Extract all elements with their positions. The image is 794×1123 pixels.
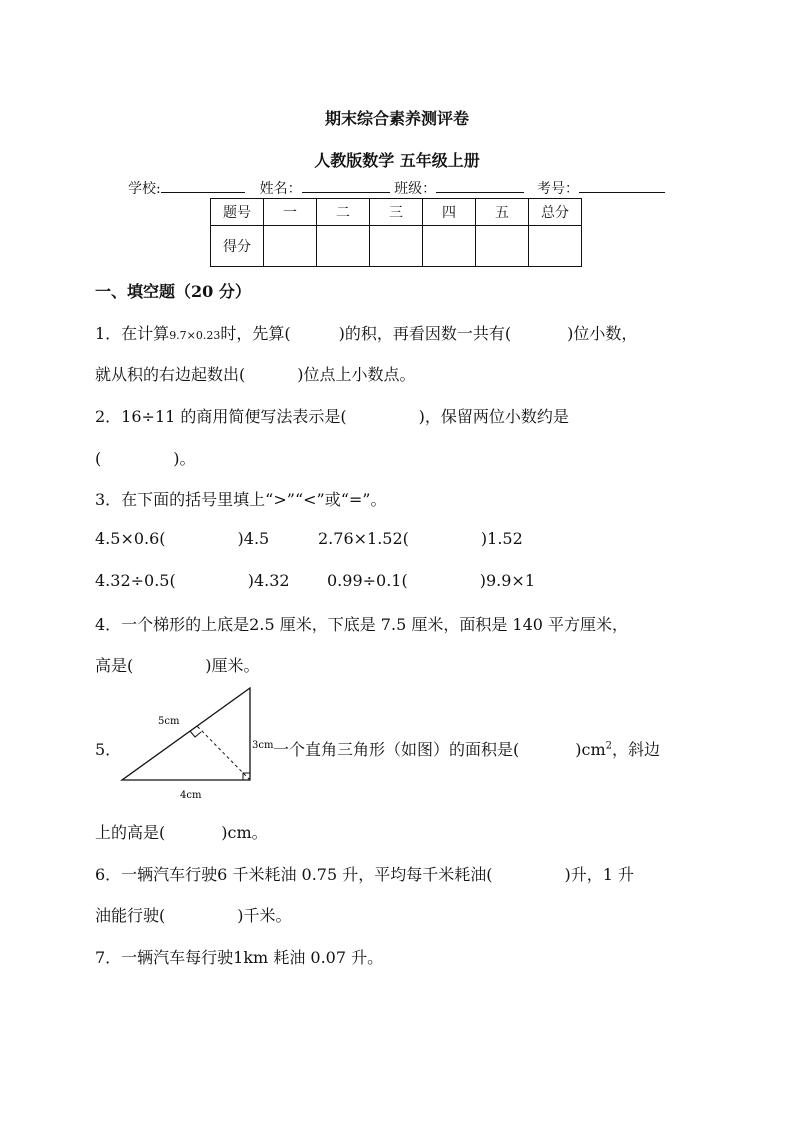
q1-expression: 9.7×0.23	[169, 329, 221, 342]
question-3: 3．在下面的括号里填上“>”“<”或“=”。	[95, 490, 387, 509]
base-label: 4cm	[180, 790, 202, 801]
q3-text: )9.9×1	[479, 571, 535, 590]
question-1-line-2	[95, 362, 416, 385]
score-table-cell: 三	[370, 199, 423, 226]
score-row-label: 得分	[211, 226, 264, 267]
score-table-cell: 总分	[529, 199, 582, 226]
q1-text: )的积，再看因数一共有(	[338, 324, 512, 343]
vertical-side-label: 3cm	[252, 740, 274, 751]
score-input-cell[interactable]	[529, 226, 582, 267]
score-input-cell[interactable]	[423, 226, 476, 267]
score-table-score-row	[211, 226, 582, 267]
score-table	[210, 198, 582, 267]
question-6-line-1	[95, 862, 634, 885]
q5-superscript: 2	[605, 740, 612, 752]
exam-subtitle: 人教版数学 五年级上册	[314, 151, 480, 170]
q1-text: )位点上小数点。	[297, 365, 416, 384]
right-triangle-figure	[118, 684, 278, 802]
question-3-row-1	[95, 529, 269, 548]
q1-text: 就从积的右边起数出(	[95, 365, 246, 384]
q3-text: 4.5×0.6(	[95, 529, 166, 548]
name-label: 姓名：	[259, 181, 302, 197]
score-input-cell[interactable]	[370, 226, 423, 267]
q3-text: )4.5	[237, 529, 270, 548]
exam-no-label: 考号：	[536, 181, 579, 197]
question-1-line-1	[95, 321, 637, 344]
question-5-number: 5．	[95, 740, 122, 759]
q1-text: 1．在计算	[95, 324, 170, 343]
question-3-row-2b	[327, 571, 535, 590]
score-input-cell[interactable]	[317, 226, 370, 267]
q5-text: )cm。	[221, 823, 268, 842]
question-5-line-1	[273, 737, 660, 760]
right-angle-mark	[190, 731, 201, 737]
school-field[interactable]	[161, 178, 245, 193]
score-input-cell[interactable]	[476, 226, 529, 267]
q6-text: 油能行驶(	[95, 906, 166, 925]
section-heading: 一、填空题（20 分）	[95, 282, 251, 301]
q5-text: ，斜边	[612, 740, 661, 759]
score-table-cell: 二	[317, 199, 370, 226]
q6-text: )千米。	[237, 906, 292, 925]
exam-no-field[interactable]	[579, 178, 665, 193]
q2-text: 2．16÷11 的商用简便写法表示是(	[95, 407, 347, 426]
score-table-cell: 五	[476, 199, 529, 226]
score-table-header-row	[211, 199, 582, 226]
q6-text: 6．一辆汽车行驶6 千米耗油 0.75 升，平均每千米耗油(	[95, 865, 493, 884]
exam-title: 期末综合素养测评卷	[324, 109, 469, 128]
score-table-cell: 一	[264, 199, 317, 226]
score-table-cell: 四	[423, 199, 476, 226]
triangle-shape	[122, 688, 250, 780]
name-field[interactable]	[302, 178, 390, 193]
question-3-row-2	[95, 571, 290, 590]
question-4-line-2	[95, 653, 260, 676]
score-input-cell[interactable]	[264, 226, 317, 267]
question-4-line-1: 4．一个梯形的上底是2.5 厘米，下底是 7.5 厘米，面积是 140 平方厘米，	[95, 615, 629, 634]
question-5-line-2	[95, 820, 268, 843]
q2-text: )，保留两位小数约是	[418, 407, 569, 426]
info-line	[128, 178, 665, 198]
hypotenuse-label: 5cm	[158, 716, 180, 727]
q5-text: 一个直角三角形（如图）的面积是(	[273, 740, 520, 759]
question-3-row-1b	[318, 529, 523, 548]
q4-text: 高是(	[95, 656, 134, 675]
question-2-line-1	[95, 404, 569, 427]
class-field[interactable]	[436, 178, 524, 193]
q5-text: )cm	[575, 740, 606, 759]
school-label: 学校:	[128, 181, 161, 197]
question-6-line-2	[95, 903, 292, 926]
height-dashed-line	[197, 726, 250, 780]
question-2-line-2	[95, 446, 196, 469]
q4-text: )厘米。	[205, 656, 260, 675]
q3-text: )1.52	[480, 529, 523, 548]
q3-text: 4.32÷0.5(	[95, 571, 176, 590]
q1-text: 时，先算(	[220, 324, 291, 343]
question-7: 7．一辆汽车每行驶1km 耗油 0.07 升。	[95, 948, 384, 967]
score-table-cell: 题号	[211, 199, 264, 226]
q6-text: )升，1 升	[564, 865, 635, 884]
q2-text: (	[95, 449, 102, 468]
class-label: 班级：	[394, 181, 437, 197]
q3-text: 2.76×1.52(	[318, 529, 409, 548]
q5-text: 上的高是(	[95, 823, 166, 842]
q1-text: )位小数，	[567, 324, 638, 343]
q3-text: 0.99÷0.1(	[327, 571, 408, 590]
q3-text: )4.32	[247, 571, 290, 590]
q2-text: )。	[173, 449, 196, 468]
